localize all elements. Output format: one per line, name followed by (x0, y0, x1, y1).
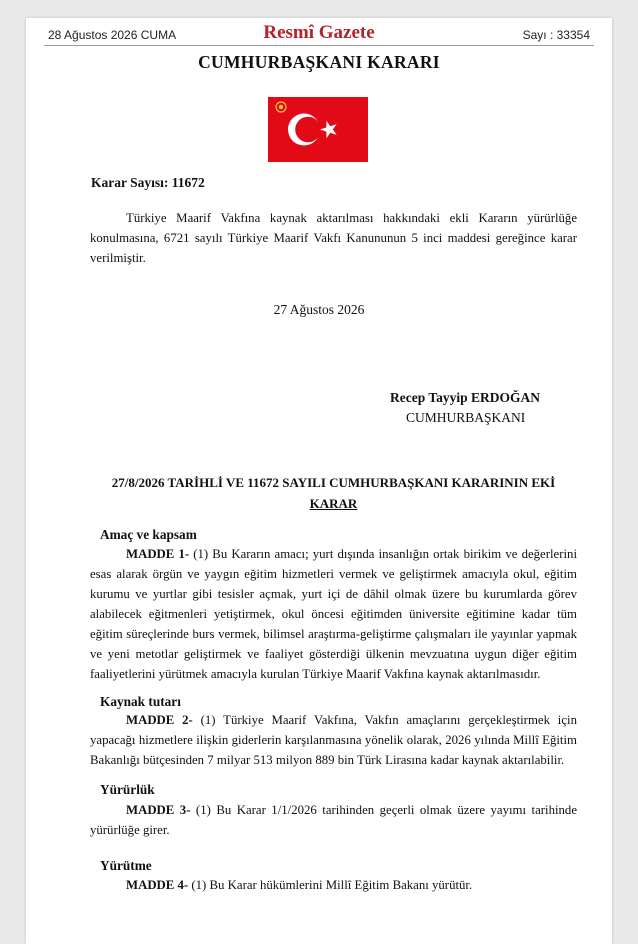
decision-number: Karar Sayısı: 11672 (91, 175, 205, 190)
article-paragraph (90, 710, 577, 770)
article-number: MADDE 3- (126, 803, 191, 817)
article-paragraph (90, 875, 577, 895)
header-date: 28 Ağustos 2026 CUMA (48, 28, 177, 42)
intro-paragraph: Türkiye Maarif Vakfına kaynak aktarılması hakkındaki ekli Kararın yürürlüğe konulmasına, 6721 sayılı Türkiye Maarif Vakfı Kanununun 5 inci maddesi gereğince karar verilmiştir. (90, 211, 577, 265)
gazette-header (48, 22, 590, 46)
article-number: MADDE 4- (126, 878, 189, 892)
turkish-flag-icon (268, 97, 368, 162)
section-heading: Amaç ve kapsam (100, 527, 197, 542)
section-heading: Yürütme (100, 858, 152, 873)
article-paragraph (90, 544, 577, 684)
annex-heading: 27/8/2026 TARİHLİ VE 11672 SAYILI CUMHURBAŞKANI KARARININ EKİ (111, 475, 556, 490)
article-text: (1) Bu Karar hükümlerini Millî Eğitim Bakanı yürütür. (188, 878, 473, 892)
signer-name: Recep Tayyip ERDOĞAN (390, 390, 541, 405)
article-text: (1) Bu Kararın amacı; yurt dışında insanlığın ortak birikim ve değerlerini esas alarak örgün ve yaygın eğitim hizmetleri vermek ve geliştirmek amacıyla okul, eğitim kurumu ve yurtlar gibi tesisler açmak, yurt içi de dâhil olmak üzere bu kurumlarda görev alabilecek eğitmenleri yetiştirmek, okul öncesi eğitimden üniversite eğitimine kadar tüm eğitim süreçlerinde burs vermek, bilimsel araştırma-geliştirme çalışmaları ile yayınlar yapmak ve yeni metotlar geliştirmek ve faaliyet gösterdiği ülkenin mevzuatına uygun diğer eğitim faaliyetlerini yürütmek amacıyla kurulan Türkiye Maarif Vakfına kaynak aktarılmasıdır. (90, 547, 577, 681)
decision-date: 27 Ağustos 2026 (273, 302, 365, 317)
article-number: MADDE 2- (126, 713, 193, 727)
annex-subtitle: KARAR (309, 496, 358, 511)
section-heading: Kaynak tutarı (100, 694, 181, 709)
signer-title: CUMHURBAŞKANI (406, 410, 526, 425)
issue-number: Sayı : 33354 (522, 28, 590, 42)
article-text: (1) Türkiye Maarif Vakfına, Vakfın amaçlarını gerçekleştirmek için yapacağı hizmetlere ilişkin giderlerin karşılanmasına yönelik olarak, 2026 yılında Millî Eğitim Bakanlığı bütçesinden 7 milyar 513 milyon 889 bin Türk Lirasına kadar kaynak aktarılabilir. (90, 713, 577, 767)
article-paragraph (90, 800, 577, 840)
document-type-title: CUMHURBAŞKANI KARARI (198, 52, 440, 72)
section-heading: Yürürlük (100, 782, 155, 797)
article-text: (1) Bu Karar 1/1/2026 tarihinden geçerli olmak üzere yayımı tarihinde yürürlüğe girer. (90, 803, 577, 837)
article-number: MADDE 1- (126, 547, 190, 561)
annex-title (90, 472, 577, 514)
header-divider (44, 45, 594, 46)
gazette-page (26, 18, 612, 944)
gazette-title: Resmî Gazete (263, 22, 375, 43)
